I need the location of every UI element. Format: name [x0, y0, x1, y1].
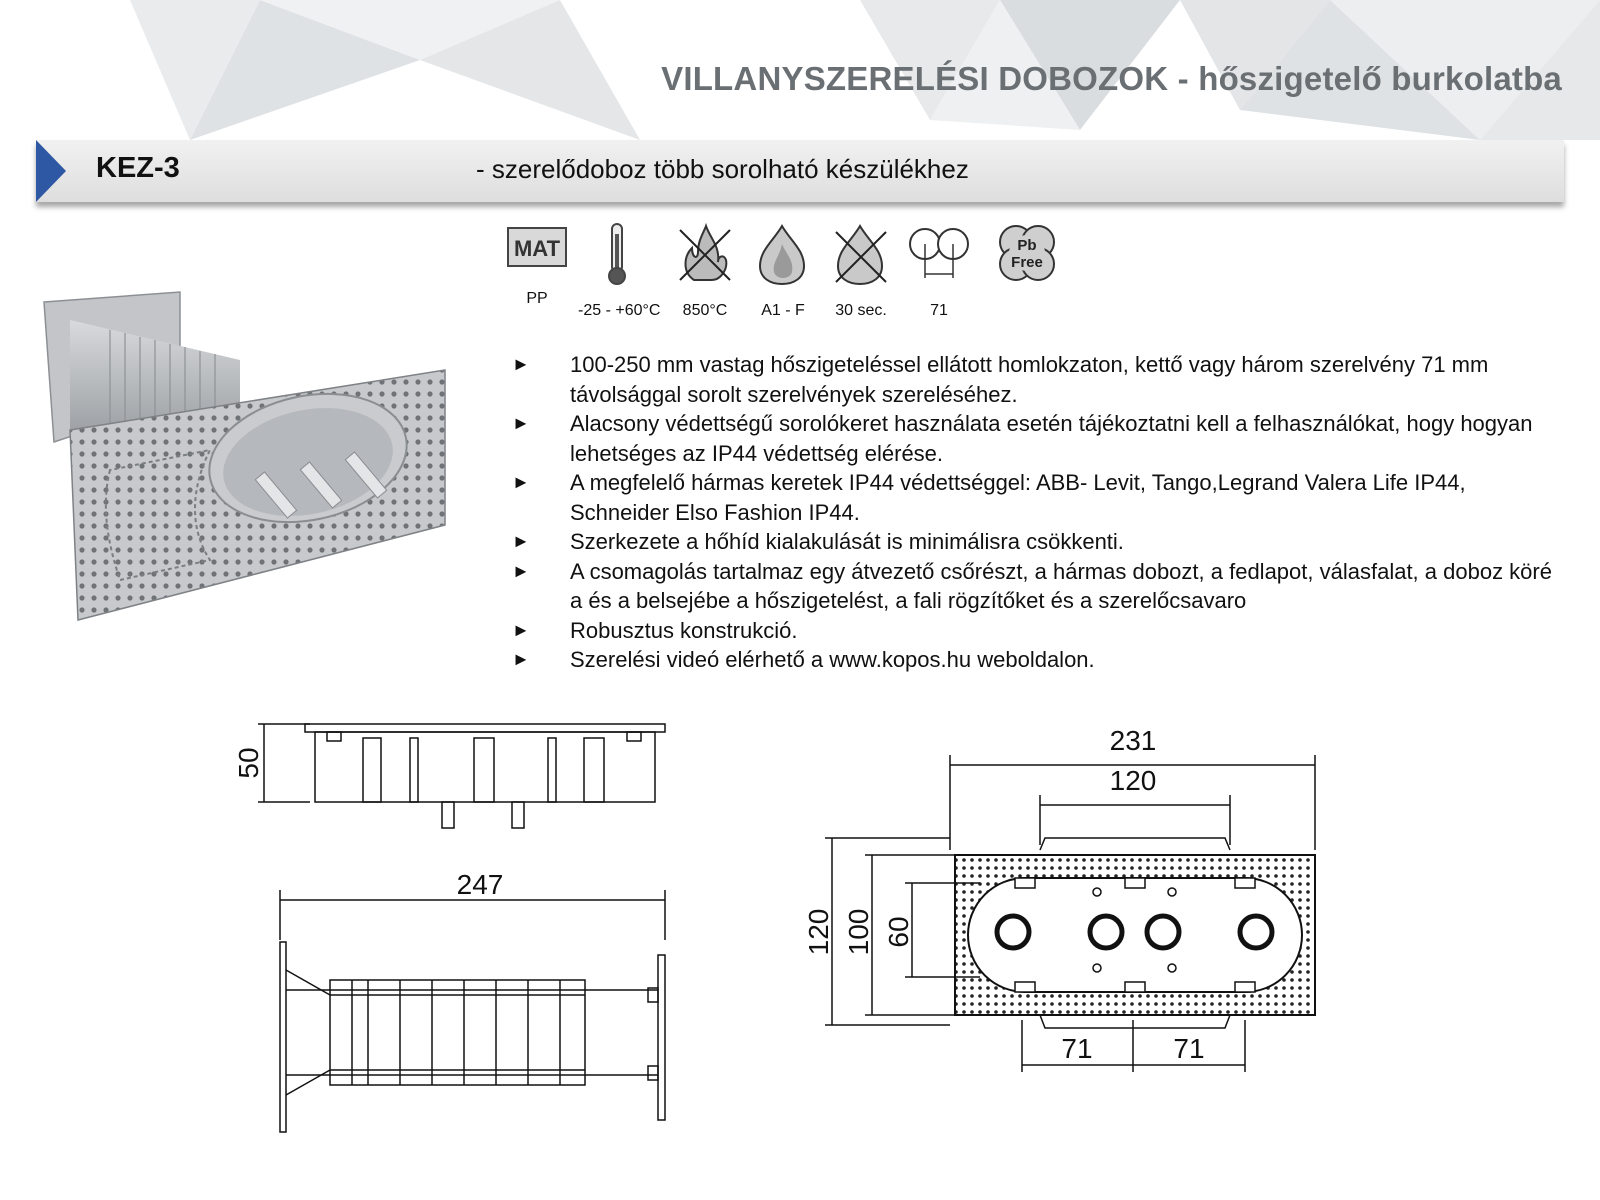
spec-glow-wire	[666, 222, 744, 320]
svg-text:Free: Free	[1011, 254, 1043, 271]
dim-spacing-left: 71	[1061, 1033, 1093, 1064]
dim-height-total: 120	[803, 908, 834, 956]
glow-wire-flame-icon	[674, 222, 736, 286]
feature-list	[512, 350, 1552, 675]
spec-label: 71	[930, 302, 948, 319]
side-view-drawing	[230, 710, 690, 830]
product-photo	[40, 280, 460, 640]
list-item: ► Robusztus konstrukció.	[512, 616, 1552, 646]
top-view-drawing	[270, 870, 690, 1170]
bullet-arrow-icon: ►	[512, 354, 530, 374]
dim-length: 247	[456, 870, 504, 900]
flame-class-icon	[752, 222, 814, 286]
spec-label: -25 - +60°C	[578, 302, 661, 319]
list-item: ► A megfelelő hármas keretek IP44 védettséggel: ABB- Levit, Tango,Legrand Valera Life IP44, Schneider Elso Fashion IP44.	[512, 470, 1466, 525]
dim-spacing-right: 71	[1173, 1033, 1205, 1064]
svg-text:MAT: MAT	[513, 236, 561, 261]
dim-height-inner: 60	[883, 916, 914, 948]
spec-icon-row	[498, 222, 1098, 322]
bullet-arrow-icon: ►	[512, 560, 530, 581]
list-item: ► A csomagolás tartalmaz egy átvezető csőrészt, a hármas dobozt, a fedlapot, válasfalat, a doboz köré a és a belsejébe a hőszigetelést, a fali rögzítőket és a szerelőcsavaro	[512, 558, 1552, 613]
bullet-arrow-icon: ►	[512, 619, 530, 640]
product-code: KEZ-3	[96, 152, 180, 184]
spec-spacing	[900, 222, 978, 320]
spec-flame-class	[744, 222, 822, 320]
flame-time-icon	[830, 222, 892, 286]
dim-side-height: 50	[233, 747, 264, 779]
spec-material	[498, 222, 576, 308]
product-subtitle: - szerelődoboz több sorolható készülékhez	[476, 154, 969, 184]
dim-height-mid: 100	[843, 908, 874, 956]
product-header-band	[36, 140, 1564, 202]
spacing-icon	[904, 222, 974, 286]
list-item: ► Szerkezete a hőhíd kialakulását is minimálisra csökkenti.	[512, 527, 1552, 557]
svg-text:Pb: Pb	[1017, 237, 1037, 254]
spec-label: 30 sec.	[835, 302, 887, 319]
bullet-arrow-icon: ►	[512, 531, 530, 551]
mat-icon	[506, 222, 568, 268]
pb-free-icon	[994, 222, 1060, 286]
spec-label: 850°C	[682, 302, 728, 319]
list-item: ► Szerelési videó elérhető a www.kopos.hu weboldalon.	[512, 645, 1552, 675]
spec-label: PP	[526, 290, 548, 307]
spec-flame-time	[822, 222, 900, 320]
spec-label: A1 - F	[761, 302, 805, 319]
list-item: ► Alacsony védettségű sorolókeret használata esetén tájékoztatni kell a felhasználókat, hogy hogyan lehetséges az IP44 védettség elérése.	[512, 411, 1533, 466]
bullet-arrow-icon: ►	[512, 472, 530, 492]
thermometer-icon	[586, 222, 648, 286]
bullet-arrow-icon: ►	[512, 413, 530, 433]
list-item: ► 100-250 mm vastag hőszigeteléssel ellátott homlokzaton, kettő vagy három szerelvény 71 mm távolsággal sorolt szerelvények szereléséhez.	[512, 352, 1489, 407]
dim-width-total: 231	[1109, 725, 1157, 756]
bullet-arrow-icon: ►	[512, 649, 530, 669]
page-title: VILLANYSZERELÉSI DOBOZOK - hőszigetelő burkolatba	[661, 60, 1562, 97]
dim-width-inner: 120	[1109, 765, 1157, 796]
spec-pb-free	[988, 222, 1066, 286]
front-view-drawing	[800, 720, 1360, 1100]
accent-arrow-icon	[36, 140, 66, 202]
spec-temperature	[578, 222, 661, 320]
